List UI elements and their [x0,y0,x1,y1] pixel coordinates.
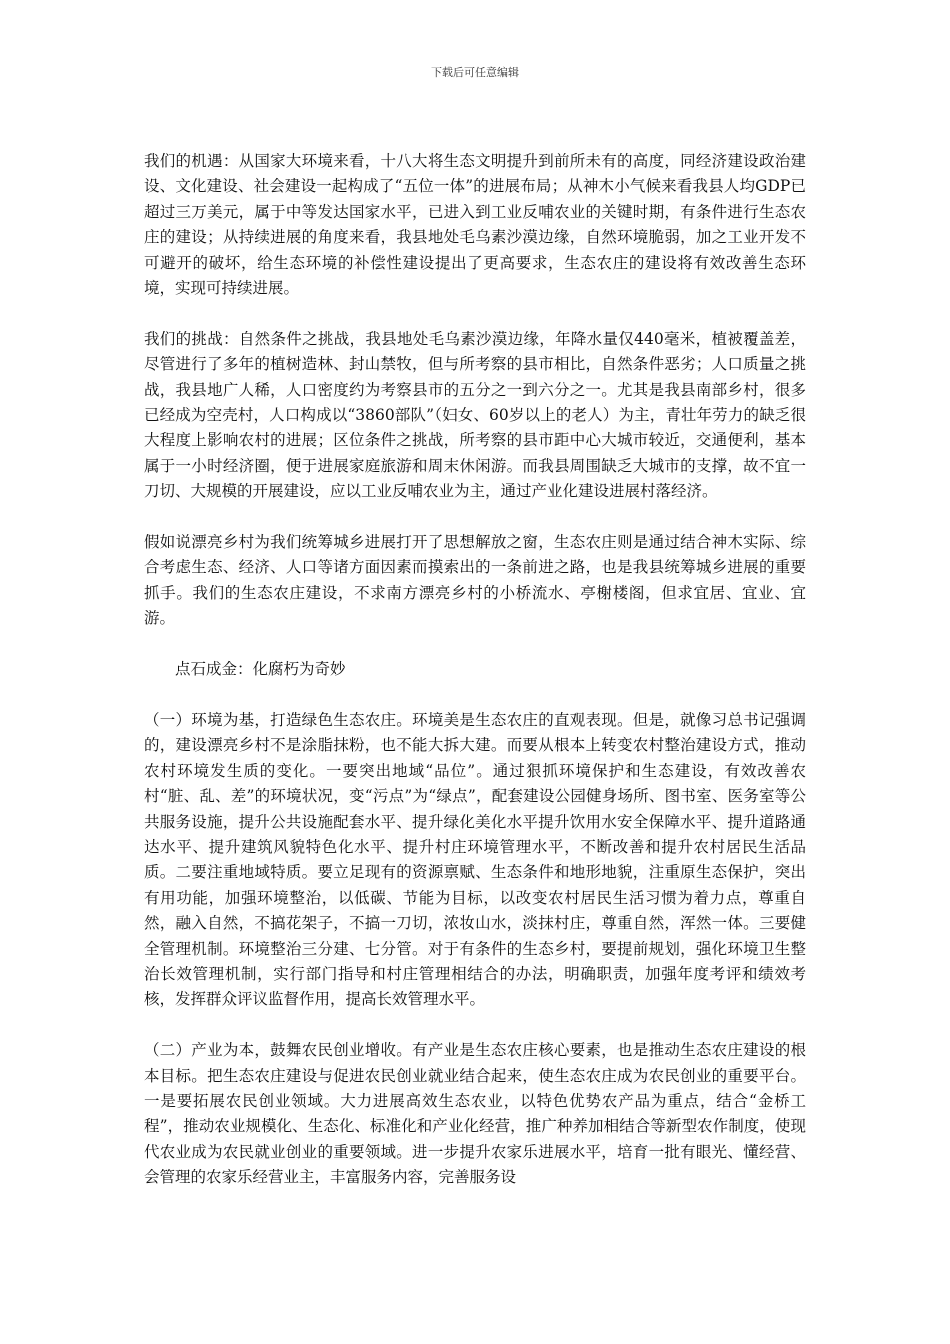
paragraph-challenges: 我们的挑战：自然条件之挑战，我县地处毛乌素沙漠边缘，年降水量仅440毫米，植被覆盖差，尽管进行了多年的植树造林、封山禁牧，但与所考察的县市相比，自然条件恶劣；人口质量之挑战，我县地广人稀，人口密度约为考察县市的五分之一到六分之一。尤其是我县南部乡村，很多已经成为空壳村，人口构成以“3860部队”（妇女、60岁以上的老人）为主，青壮年劳力的缺乏很大程度上影响农村的进展；区位条件之挑战，所考察的县市距中心大城市较近，交通便利，基本属于一小时经济圈，便于进展家庭旅游和周末休闲游。而我县周围缺乏大城市的支撑，故不宜一刀切、大规模的开展建设，应以工业反哺农业为主，通过产业化建设进展村落经济。 [144,329,806,501]
paragraph-opportunities: 我们的机遇：从国家大环境来看，十八大将生态文明提升到前所未有的高度，同经济建设政治建设、文化建设、社会建设一起构成了“五位一体”的进展布局；从神木小气候来看我县人均GDP已超过三万美元，属于中等发达国家水平，已进入到工业反哺农业的关键时期，有条件进行生态农庄的建设；从持续进展的角度来看，我县地处毛乌素沙漠边缘，自然环境脆弱，加之工业开发不可避开的破坏，给生态环境的补偿性建设提出了更高要求，生态农庄的建设将有效改善生态环境，实现可持续进展。 [144,152,806,298]
page-header: 下载后可任意编辑 [431,66,519,79]
paragraph-industry: （二）产业为本，鼓舞农民创业增收。有产业是生态农庄核心要素，也是推动生态农庄建设的根本目标。把生态农庄建设与促进农民创业就业结合起来，使生态农庄成为农民创业的重要平台。一是要拓展农民创业领域。大力进展高效生态农业，以特色优势农产品为重点，结合“金桥工程”，推动农业规模化、生态化、标准化和产业化经营，推广种养加相结合等新型农作制度，使现代农业成为农民就业创业的重要领域。进一步提升农家乐进展水平，培育一批有眼光、懂经营、会管理的农家乐经营业主，丰富服务内容，完善服务设 [144,1041,806,1187]
paragraph-environment: （一）环境为基，打造绿色生态农庄。环境美是生态农庄的直观表现。但是，就像习总书记强调的，建设漂亮乡村不是涂脂抹粉，也不能大拆大建。而要从根本上转变农村整治建设方式，推动农村环境发生质的变化。一要突出地域“品位”。通过狠抓环境保护和生态建设，有效改善农村“脏、乱、差”的环境状况，变“污点”为“绿点”，配套建设公园健身场所、图书室、医务室等公共服务设施，提升公共设施配套水平、提升绿化美化水平提升饮用水安全保障水平、提升道路通达水平、提升建筑风貌特色化水平、提升村庄环境管理水平，不断改善和提升农村居民生活品质。二要注重地域特质。要立足现有的资源禀赋、生态条件和地形地貌，注重原生态保护，突出有用功能，加强环境整治，以低碳、节能为目标，以改变农村居民生活习惯为着力点，尊重自然，融入自然，不搞花架子，不搞一刀切，浓妆山水，淡抹村庄，尊重自然，浑然一体。三要健全管理机制。环境整治三分建、七分管。对于有条件的生态乡村，要提前规划，强化环境卫生整治长效管理机制，实行部门指导和村庄管理相结合的办法，明确职责，加强年度考评和绩效考核，发挥群众评议监督作用，提高长效管理水平。 [144,710,806,1009]
paragraph-beautiful-village: 假如说漂亮乡村为我们统筹城乡进展打开了思想解放之窗，生态农庄则是通过结合神木实际、综合考虑生态、经济、人口等诸方面因素而摸索出的一条前进之路，也是我县统筹城乡进展的重要抓手。我们的生态农庄建设，不求南方漂亮乡村的小桥流水、亭榭楼阁，但求宜居、宜业、宜游。 [144,533,806,628]
document-body [144,149,806,1191]
section-heading: 点石成金：化腐朽为奇妙 [175,660,346,679]
